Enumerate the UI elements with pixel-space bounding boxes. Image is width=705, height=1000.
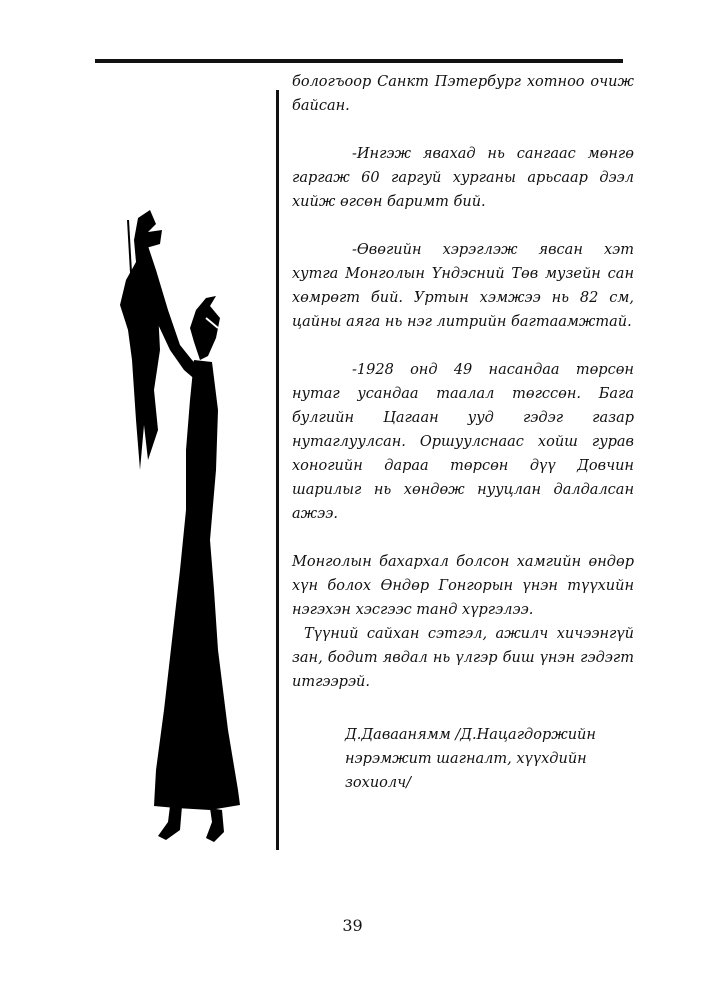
signature-line-1: Д.Даваанямм /Д.Нацагдоржийн (345, 727, 596, 743)
author-signature (345, 723, 645, 795)
main-text-column (292, 70, 634, 694)
paragraph-3: -Өвөгийн хэрэглэж явсан хэт хутга Монголын Үндэсний Төв музейн сан хөмрөгт бий. Уртын хэмжээ нь 82 см, цайны аяга нь нэг литрийн багтаамжтай. (292, 242, 634, 330)
paragraph-2: -Ингэж явахад нь сангаас мөнгө гаргаж 60 гаргуй хурганы арьсаар дээл хийж өгсөн баримт бий. (292, 146, 634, 210)
vertical-divider (276, 90, 279, 850)
silhouette-tall-figure-icon (110, 210, 260, 850)
paragraph-6: Түүний сайхан сэтгэл, ажилч хичээнгүй зан, бодит явдал нь үлгэр биш үнэн гэдэгт итгээрэй. (292, 626, 634, 690)
signature-line-2: нэрэмжит шагналт, хүүхдийн зохиолч/ (345, 751, 587, 791)
paragraph-1: бологъоор Санкт Пэтербург хотноо очиж байсан. (292, 74, 634, 114)
paragraph-4: -1928 онд 49 насандаа төрсөн нутаг усандаа таалал төгссөн. Бага булгийн Цагаан ууд гэдэг газар нутаглуулсан. Оршуулснаас хойш гурав хоногийн дараа төрсөн дүү Довчин шарилыг нь хөндөж нууцлан далдалсан ажээ. (292, 362, 634, 522)
paragraph-5: Монголын бахархал болсон хамгийн өндөр хүн болох Өндөр Гонгорын үнэн түүхийн нэгэхэн хэсгээс танд хүргэлээ. (292, 554, 634, 618)
page-number: 39 (342, 916, 363, 935)
top-rule (95, 59, 623, 63)
